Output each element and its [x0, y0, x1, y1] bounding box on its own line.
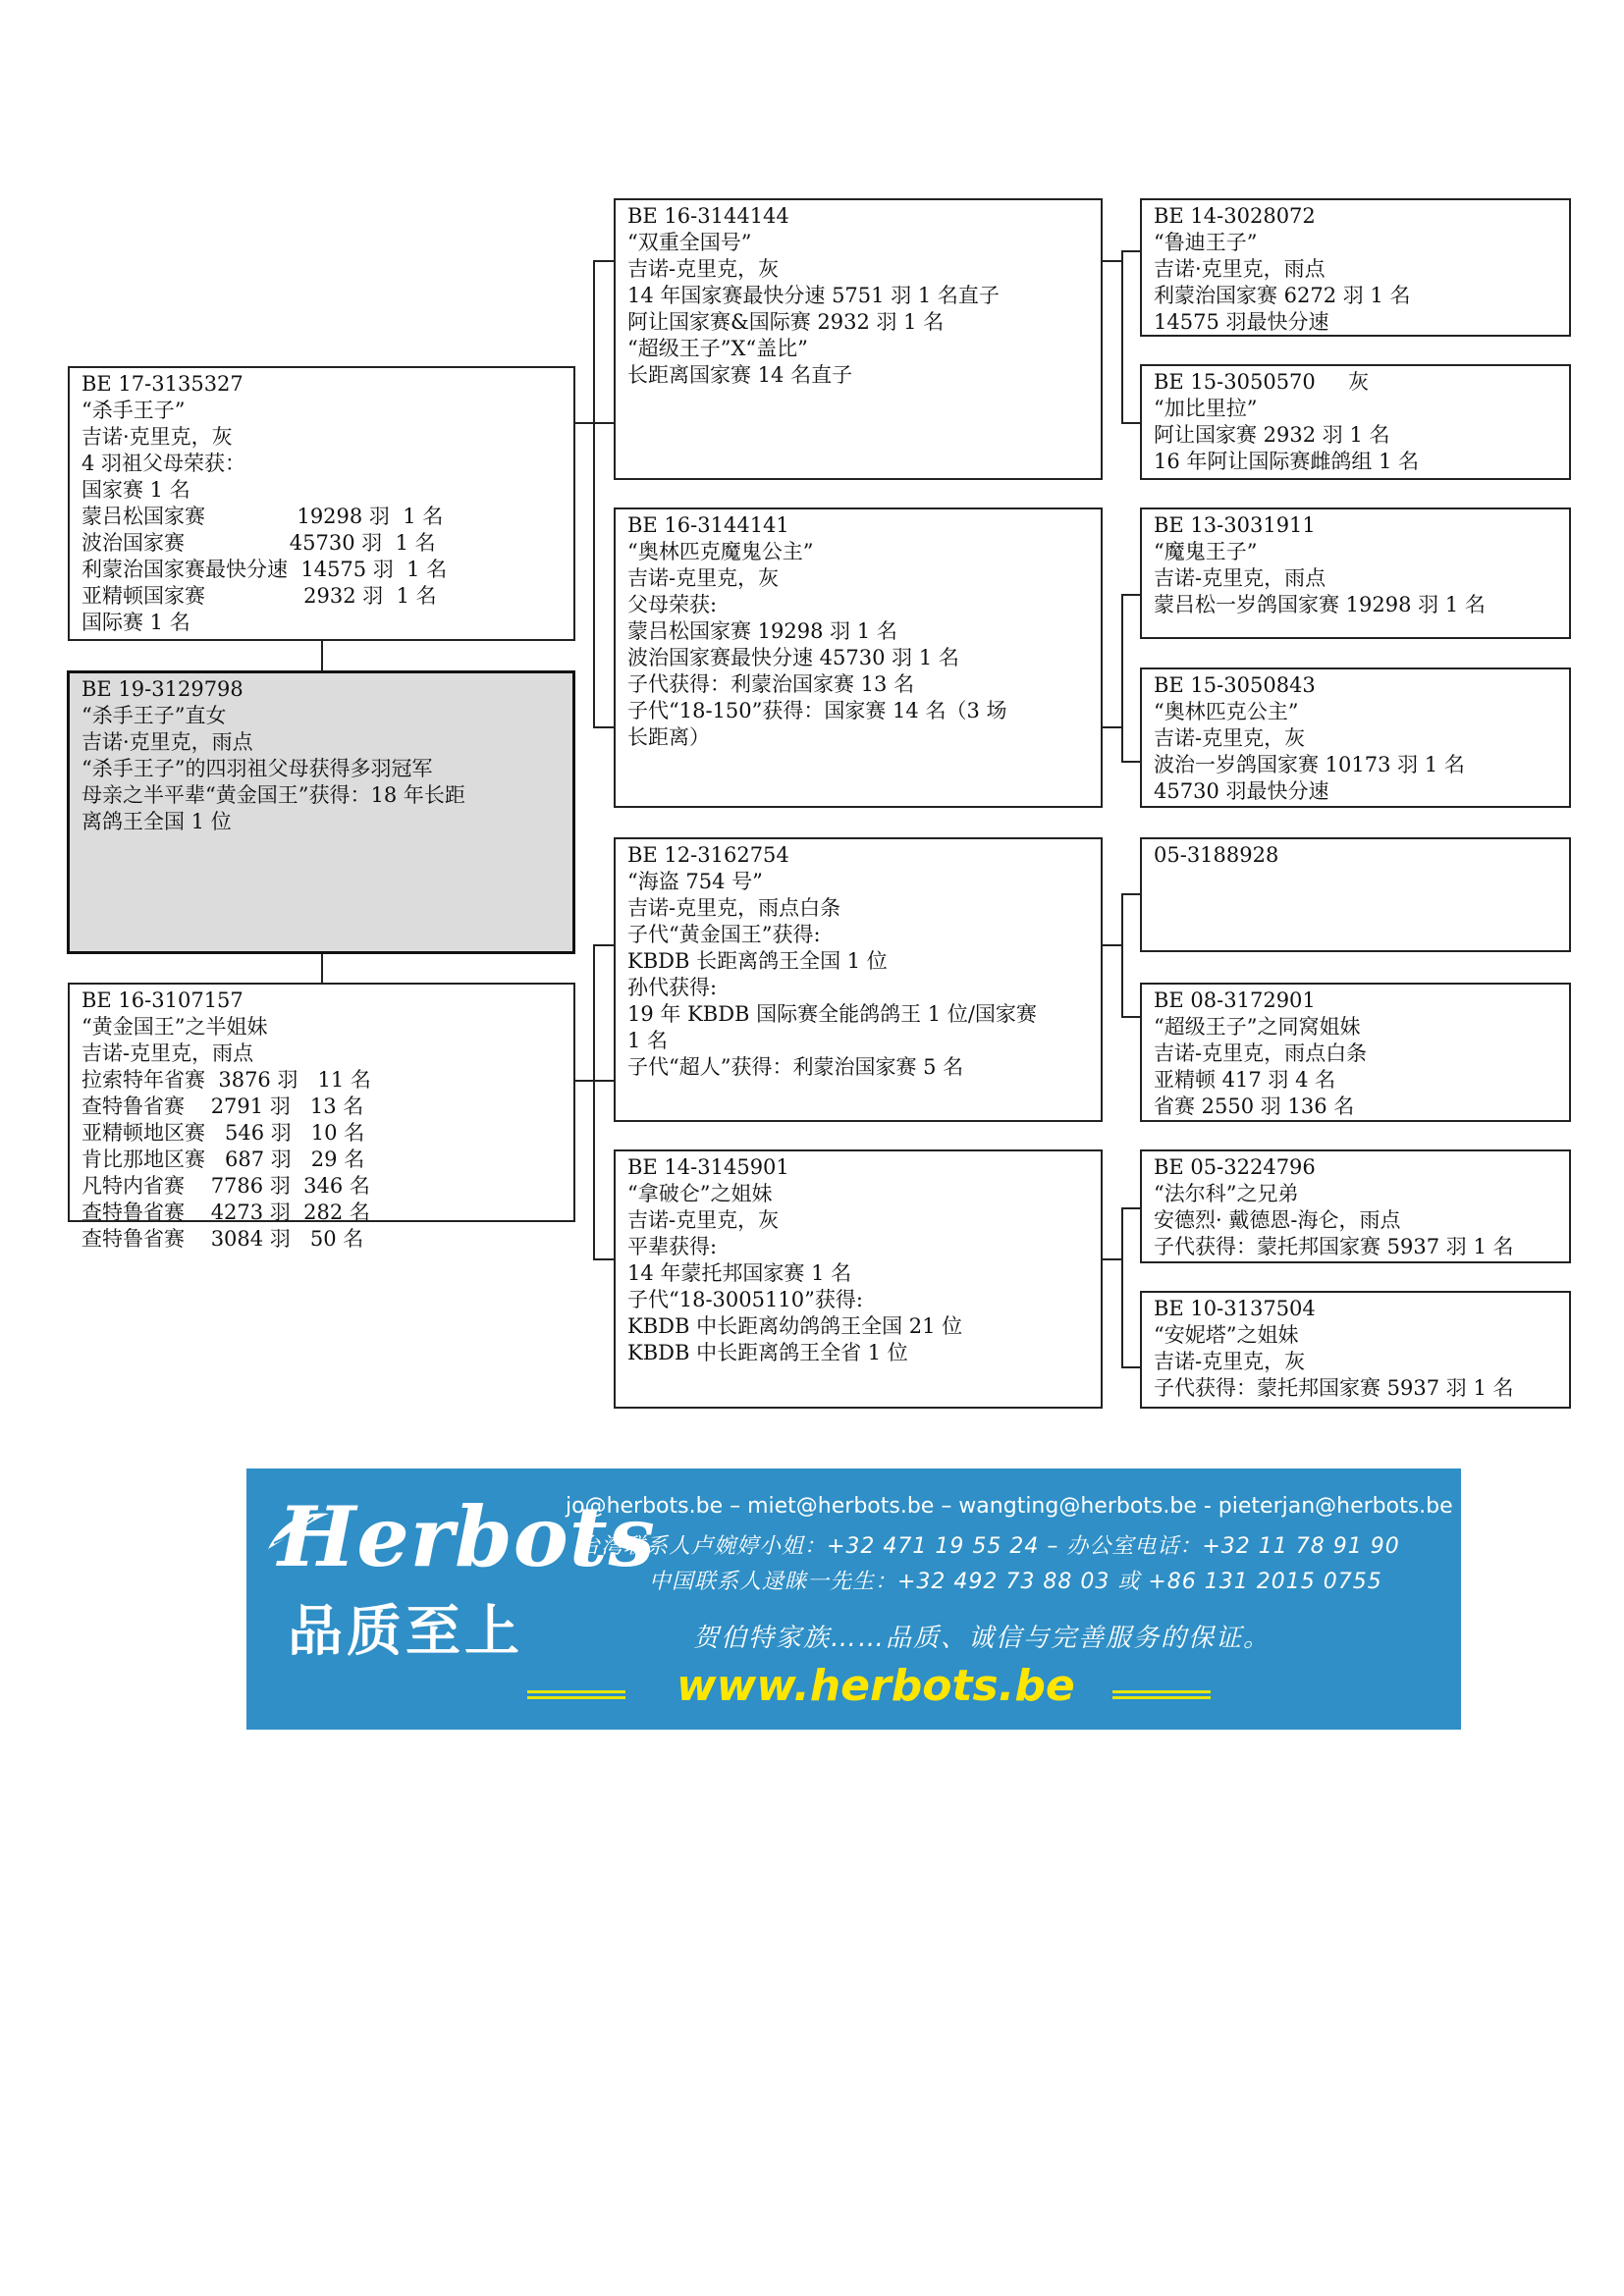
pedigree-line: 查特鲁省赛 4273 羽 282 名 — [81, 1201, 370, 1224]
pedigree-line: 波治国家赛 45730 羽 1 名 — [81, 531, 436, 555]
pedigree-line: 14575 羽最快分速 — [1154, 310, 1329, 334]
pedigree-line: 利蒙治国家赛最快分速 14575 羽 1 名 — [81, 558, 448, 581]
pedigree-line: “安妮塔”之姐妹 — [1154, 1323, 1299, 1347]
pedigree-line: 父母荣获: — [627, 593, 718, 616]
connector — [593, 260, 595, 726]
pedigree-line: “奥林匹克公主” — [1154, 700, 1299, 723]
connector — [321, 952, 323, 984]
pedigree-line: BE 14-3028072 — [1154, 204, 1316, 228]
pedigree-line: 国际赛 1 名 — [81, 611, 190, 634]
pedigree-line: 吉诺-克里克，灰 — [1154, 726, 1306, 750]
connector — [1101, 260, 1122, 262]
pedigree-line: BE 16-3144144 — [627, 204, 789, 228]
pedigree-line: 孙代获得: — [627, 976, 718, 999]
connector — [1121, 893, 1123, 1016]
connector — [1121, 594, 1141, 596]
pedigree-line: 子代获得：蒙托邦国家赛 5937 羽 1 名 — [1154, 1235, 1514, 1258]
connector — [1101, 944, 1122, 946]
connector — [1121, 761, 1141, 763]
pedigree-line: 长距离） — [627, 725, 710, 749]
pedigree-line: “奥林匹克魔鬼公主” — [627, 540, 814, 563]
connector — [1121, 250, 1141, 252]
connector — [1121, 594, 1123, 761]
sd-sire-card — [1140, 507, 1571, 639]
pedigree-line: 安德烈· 戴德恩-海仑，雨点 — [1154, 1208, 1401, 1232]
pedigree-line: 吉诺-克里克，雨点白条 — [1154, 1041, 1368, 1065]
pedigree-line: “加比里拉” — [1154, 397, 1258, 420]
pedigree-line: 子代“18-150”获得：国家赛 14 名（3 场 — [627, 699, 1007, 722]
pedigree-line: 吉诺-克里克，雨点白条 — [627, 896, 841, 920]
sd-dam-card — [1140, 667, 1571, 808]
pedigree-line: 吉诺-克里克，灰 — [627, 1208, 780, 1232]
pedigree-line: BE 10-3137504 — [1154, 1297, 1316, 1320]
dd-dam-card — [1140, 1291, 1571, 1409]
motto: 贺伯特家族……品质、诚信与完善服务的保证。 — [693, 1624, 1272, 1653]
pedigree-line: “魔鬼王子” — [1154, 540, 1258, 563]
divider — [1112, 1696, 1211, 1699]
pedigree-line: BE 15-3050570 灰 — [1154, 370, 1370, 394]
ds-sire-card — [1140, 837, 1571, 952]
connector — [593, 1258, 615, 1260]
pedigree-line: 波治一岁鸽国家赛 10173 羽 1 名 — [1154, 753, 1465, 776]
pedigree-line: 蒙吕松国家赛 19298 羽 1 名 — [627, 619, 897, 643]
pedigree-line: “双重全国号” — [627, 231, 752, 254]
connector — [321, 640, 323, 671]
herbots-logo: Herbots — [278, 1488, 656, 1585]
pedigree-line: 亚精顿国家赛 2932 羽 1 名 — [81, 584, 437, 608]
pedigree-line: 阿让国家赛 2932 羽 1 名 — [1154, 423, 1390, 447]
pedigree-line: “杀手王子” — [81, 399, 186, 422]
pedigree-line: BE 13-3031911 — [1154, 513, 1316, 537]
pedigree-line: 母亲之半平辈“黄金国王”获得：18 年长距 — [81, 783, 465, 807]
email-list: jo@herbots.be – miet@herbots.be – wangting@herbots.be - pieterjan@herbots.be — [566, 1494, 1453, 1519]
connector — [593, 944, 615, 946]
pedigree-line: 子代“超人”获得：利蒙治国家赛 5 名 — [627, 1055, 964, 1079]
pedigree-line: BE 17-3135327 — [81, 372, 244, 396]
dam-sire-card — [614, 837, 1103, 1122]
subject-card — [67, 670, 575, 954]
pedigree-line: 吉诺·克里克，灰 — [81, 425, 233, 449]
connector — [1121, 1207, 1141, 1209]
pedigree-line: 凡特内省赛 7786 羽 346 名 — [81, 1174, 370, 1198]
pedigree-line: 蒙吕松国家赛 19298 羽 1 名 — [81, 505, 444, 528]
pedigree-line: “拿破仑”之姐妹 — [627, 1182, 773, 1205]
pedigree-line: BE 05-3224796 — [1154, 1155, 1316, 1179]
pedigree-line: 吉诺-克里克，灰 — [1154, 1350, 1306, 1373]
pedigree-line: 子代获得：利蒙治国家赛 13 名 — [627, 672, 915, 696]
pedigree-line: 查特鲁省赛 2791 羽 13 名 — [81, 1095, 364, 1118]
taiwan-contact: 台湾联系人卢婉婷小姐：+32 471 19 55 24 – 办公室电话：+32 11 78 91 90 — [578, 1534, 1400, 1559]
pedigree-line: 4 羽祖父母荣获： — [81, 452, 246, 475]
pedigree-line: 吉诺-克里克，灰 — [627, 566, 780, 590]
pedigree-line: 19 年 KBDB 国际赛全能鸽鸽王 1 位/国家赛 — [627, 1002, 1037, 1026]
ss-dam-card — [1140, 364, 1571, 480]
connector — [593, 260, 615, 262]
pedigree-line: “鲁迪王子” — [1154, 231, 1258, 254]
pedigree-line: 14 年蒙托邦国家赛 1 名 — [627, 1261, 852, 1285]
pedigree-line: 长距离国家赛 14 名直子 — [627, 363, 853, 387]
pedigree-line: BE 19-3129798 — [81, 677, 244, 701]
pedigree-line: 吉诺·克里克，雨点 — [1154, 257, 1326, 281]
pedigree-line: 子代“18-3005110”获得: — [627, 1288, 863, 1311]
divider — [527, 1690, 625, 1693]
pedigree-line: KBDB 中长距离幼鸽鸽王全国 21 位 — [627, 1314, 963, 1338]
connector — [1101, 1258, 1122, 1260]
slogan: 品质至上 — [288, 1600, 523, 1664]
pedigree-line: “海盗 754 号” — [627, 870, 763, 893]
sire-card — [68, 366, 575, 641]
connector — [1121, 422, 1141, 424]
pedigree-line: 45730 羽最快分速 — [1154, 779, 1329, 803]
pedigree-line: 吉诺·克里克，雨点 — [81, 730, 253, 754]
pedigree-line: 05-3188928 — [1154, 843, 1279, 867]
website-link[interactable]: www.herbots.be — [677, 1661, 1075, 1711]
pedigree-line: 子代“黄金国王”获得: — [627, 923, 821, 946]
pedigree-line: BE 15-3050843 — [1154, 673, 1316, 697]
pedigree-line: KBDB 中长距离鸽王全省 1 位 — [627, 1341, 908, 1364]
pedigree-line: 吉诺-克里克，雨点 — [81, 1041, 254, 1065]
ds-dam-card — [1140, 983, 1571, 1122]
pedigree-line: BE 12-3162754 — [627, 843, 789, 867]
connector — [593, 944, 595, 1258]
pedigree-line: 亚精顿地区赛 546 羽 10 名 — [81, 1121, 365, 1145]
pedigree-line: BE 14-3145901 — [627, 1155, 789, 1179]
pedigree-line: 阿让国家赛&国际赛 2932 羽 1 名 — [627, 310, 945, 334]
herbots-banner — [246, 1468, 1461, 1730]
pedigree-line: 国家赛 1 名 — [81, 478, 190, 502]
pedigree-line: 亚精顿 417 羽 4 名 — [1154, 1068, 1336, 1092]
connector — [1121, 893, 1141, 895]
pedigree-line: “黄金国王”之半姐妹 — [81, 1015, 268, 1039]
connector — [593, 726, 615, 728]
pedigree-line: 吉诺-克里克，灰 — [627, 257, 780, 281]
pedigree-line: 16 年阿让国际赛雌鸽组 1 名 — [1154, 450, 1420, 473]
pedigree-line: “超级王子”X“盖比” — [627, 337, 808, 360]
china-contact: 中国联系人逯睐一先生：+32 492 73 88 03 或 +86 131 2015 0755 — [649, 1570, 1382, 1594]
ss-sire-card — [1140, 198, 1571, 337]
pedigree-line: 吉诺-克里克，雨点 — [1154, 566, 1326, 590]
pedigree-line: 查特鲁省赛 3084 羽 50 名 — [81, 1227, 364, 1251]
connector — [1121, 1016, 1141, 1018]
pedigree-line: “超级王子”之同窝姐妹 — [1154, 1015, 1361, 1039]
pedigree-line: BE 16-3107157 — [81, 988, 244, 1012]
pedigree-line: BE 16-3144141 — [627, 513, 789, 537]
pedigree-line: “杀手王子”直女 — [81, 704, 227, 727]
pedigree-line: 波治国家赛最快分速 45730 羽 1 名 — [627, 646, 959, 669]
divider — [527, 1696, 625, 1699]
connector — [1121, 250, 1123, 422]
connector — [1121, 1207, 1123, 1366]
dd-sire-card — [1140, 1149, 1571, 1263]
pedigree-line: 14 年国家赛最快分速 5751 羽 1 名直子 — [627, 284, 1000, 307]
pedigree-line: 离鸽王全国 1 位 — [81, 810, 232, 833]
pedigree-line: KBDB 长距离鸽王全国 1 位 — [627, 949, 888, 973]
pedigree-line: 拉索特年省赛 3876 羽 11 名 — [81, 1068, 371, 1092]
sire-sire-card — [614, 198, 1103, 480]
connector — [1121, 1366, 1141, 1368]
pedigree-line: BE 08-3172901 — [1154, 988, 1316, 1012]
connector — [1101, 726, 1122, 728]
pedigree-line: 子代获得：蒙托邦国家赛 5937 羽 1 名 — [1154, 1376, 1514, 1400]
sire-dam-card — [614, 507, 1103, 808]
pedigree-line: 省赛 2550 羽 136 名 — [1154, 1095, 1355, 1118]
pedigree-line: 肯比那地区赛 687 羽 29 名 — [81, 1148, 365, 1171]
divider — [1112, 1690, 1211, 1693]
pedigree-line: 平辈获得: — [627, 1235, 718, 1258]
dam-dam-card — [614, 1149, 1103, 1409]
pedigree-line: “杀手王子”的四羽祖父母获得多羽冠军 — [81, 757, 433, 780]
pedigree-line: 1 名 — [627, 1029, 669, 1052]
pedigree-line: 利蒙治国家赛 6272 羽 1 名 — [1154, 284, 1411, 307]
dam-card — [68, 983, 575, 1251]
pedigree-line: 蒙吕松一岁鸽国家赛 19298 羽 1 名 — [1154, 593, 1486, 616]
pedigree-line: “法尔科”之兄弟 — [1154, 1182, 1299, 1205]
